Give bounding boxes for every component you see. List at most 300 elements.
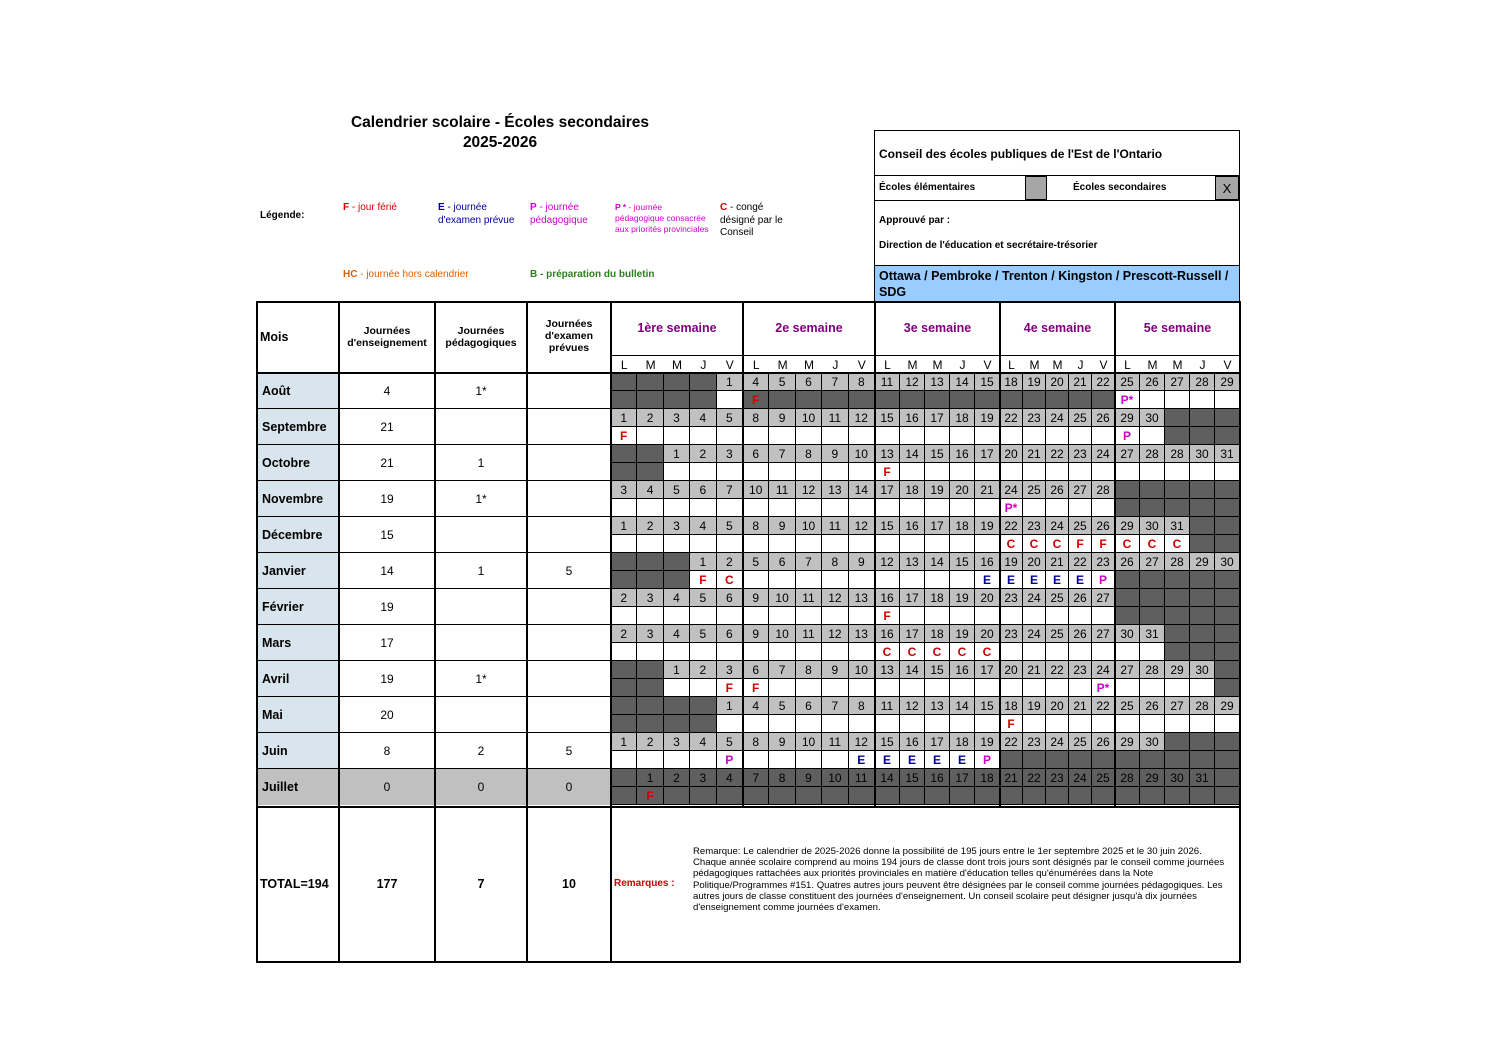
day-letter: L: [1008, 358, 1015, 372]
day-number-cell: 28: [1165, 553, 1190, 571]
day-code-cell: [796, 391, 822, 409]
day-code-cell: [1215, 607, 1240, 625]
day-number-cell: 13: [925, 373, 950, 391]
day-number-cell: 26: [1092, 409, 1115, 427]
day-number-cell: 6: [690, 481, 716, 499]
day-code-cell: [1046, 463, 1069, 481]
day-number-cell: 6: [769, 553, 795, 571]
day-code-cell: [822, 427, 848, 445]
day-code-cell: [1092, 643, 1115, 661]
day-letter: M: [907, 358, 918, 372]
divider: [611, 552, 1240, 553]
day-code-cell: [875, 787, 900, 805]
day-code-cell: [849, 787, 875, 805]
day-number-cell: 27: [1165, 697, 1190, 715]
day-number-cell: 3: [637, 625, 663, 643]
day-code-cell: C: [1046, 535, 1069, 553]
elementary-label: Écoles élémentaires: [879, 182, 976, 193]
exam-days: [529, 589, 609, 625]
day-code-cell: [1215, 535, 1240, 553]
day-number-cell: 19: [975, 733, 1000, 751]
day-code-cell: [1190, 679, 1215, 697]
exam-days: 0: [565, 780, 573, 794]
day-code-cell: [1215, 427, 1240, 445]
day-code-cell: [637, 427, 663, 445]
day-number-cell: 14: [950, 373, 975, 391]
legend-item-f: F - jour férié: [343, 202, 397, 213]
divider: [611, 660, 1240, 661]
day-code-cell: C: [1140, 535, 1165, 553]
day-code-cell: [769, 643, 795, 661]
teaching-days: 14: [380, 564, 394, 578]
day-code-cell: [769, 391, 795, 409]
day-code-cell: [743, 427, 769, 445]
day-code-cell: [637, 607, 663, 625]
day-number-cell: 12: [822, 589, 848, 607]
day-code-cell: [717, 391, 743, 409]
exam-days: [529, 517, 609, 553]
day-number-cell: [611, 445, 637, 463]
day-number-cell: 15: [875, 409, 900, 427]
divider: [256, 768, 611, 769]
day-code-cell: [875, 571, 900, 589]
day-code-cell: [900, 607, 925, 625]
pedagogical-days: 1: [477, 456, 485, 470]
day-number-cell: [1215, 625, 1240, 643]
day-code-cell: [743, 607, 769, 625]
day-number-cell: 16: [925, 769, 950, 787]
day-code-cell: [1140, 499, 1165, 517]
day-number-cell: 8: [822, 553, 848, 571]
day-number-cell: 11: [822, 517, 848, 535]
day-code-cell: [975, 463, 1000, 481]
day-number-cell: 29: [1140, 769, 1165, 787]
divider: [526, 301, 528, 962]
day-number-cell: 12: [900, 697, 925, 715]
day-number-cell: [611, 697, 637, 715]
divider: [256, 588, 611, 589]
day-number-cell: 23: [1000, 625, 1023, 643]
day-number-cell: 17: [925, 733, 950, 751]
day-code-cell: [950, 463, 975, 481]
day-number-cell: 4: [690, 733, 716, 751]
day-number-cell: 6: [796, 373, 822, 391]
day-number-cell: 15: [950, 553, 975, 571]
divider: [338, 301, 340, 962]
day-number-cell: 3: [664, 733, 690, 751]
day-code-cell: [822, 607, 848, 625]
day-letter: M: [645, 358, 656, 372]
day-number-cell: 20: [1046, 373, 1069, 391]
pedagogical-days: 1*: [475, 492, 487, 506]
divider: [611, 480, 1240, 481]
day-number-cell: [637, 553, 663, 571]
day-number-cell: 11: [822, 733, 848, 751]
pedagogical-days: 1*: [475, 672, 487, 686]
day-code-cell: [664, 499, 690, 517]
day-code-cell: [611, 751, 637, 769]
day-code-cell: [1215, 463, 1240, 481]
day-number-cell: 26: [1092, 733, 1115, 751]
exam-days: [529, 697, 609, 733]
title-line-2: 2025-2026: [462, 134, 538, 151]
day-number-cell: 4: [690, 409, 716, 427]
day-number-cell: 1: [637, 769, 663, 787]
day-number-cell: [1190, 589, 1215, 607]
day-letter: M: [671, 358, 682, 372]
day-number-cell: [1190, 481, 1215, 499]
day-number-cell: 27: [1165, 373, 1190, 391]
day-code-cell: [1215, 751, 1240, 769]
day-number-cell: 4: [664, 589, 690, 607]
day-code-cell: [1190, 751, 1215, 769]
day-number-cell: [1140, 481, 1165, 499]
day-code-cell: C: [1023, 535, 1046, 553]
day-number-cell: 13: [875, 445, 900, 463]
day-code-cell: [1140, 463, 1165, 481]
day-number-cell: 30: [1140, 517, 1165, 535]
day-code-cell: [769, 463, 795, 481]
day-code-cell: F: [875, 463, 900, 481]
teaching-days: 15: [380, 528, 394, 542]
day-code-cell: [975, 427, 1000, 445]
day-number-cell: [1190, 625, 1215, 643]
day-code-cell: F: [875, 607, 900, 625]
header-month: Mois: [260, 330, 289, 344]
day-code-cell: [637, 499, 663, 517]
day-number-cell: 15: [975, 697, 1000, 715]
day-number-cell: 27: [1115, 445, 1140, 463]
day-code-cell: [975, 679, 1000, 697]
divider: [611, 624, 1240, 625]
day-code-cell: [1069, 643, 1092, 661]
day-code-cell: [611, 643, 637, 661]
day-code-cell: [849, 679, 875, 697]
secondary-checkbox: X: [1215, 176, 1239, 200]
total-pedagogical: 7: [477, 877, 485, 891]
day-letter: V: [857, 358, 866, 372]
day-number-cell: 19: [950, 589, 975, 607]
day-number-cell: [637, 445, 663, 463]
day-number-cell: 23: [1069, 661, 1092, 679]
day-code-cell: [1069, 679, 1092, 697]
day-code-cell: [1115, 499, 1140, 517]
day-code-cell: [925, 463, 950, 481]
day-code-cell: [690, 391, 716, 409]
day-number-cell: 28: [1190, 373, 1215, 391]
day-number-cell: 18: [950, 733, 975, 751]
day-letter: M: [1029, 358, 1040, 372]
day-number-cell: 6: [743, 661, 769, 679]
day-code-cell: [1046, 391, 1069, 409]
day-code-cell: [1023, 607, 1046, 625]
divider: [256, 806, 1240, 808]
day-code-cell: [1140, 679, 1165, 697]
day-number-cell: 3: [717, 661, 743, 679]
day-number-cell: [1165, 625, 1190, 643]
day-number-cell: 25: [1115, 373, 1140, 391]
total-teaching: 177: [376, 877, 398, 891]
day-code-cell: E: [1023, 571, 1046, 589]
day-number-cell: 13: [875, 661, 900, 679]
day-letter: J: [959, 358, 966, 372]
day-number-cell: [1165, 481, 1190, 499]
day-code-cell: P*: [1000, 499, 1023, 517]
day-number-cell: [1190, 409, 1215, 427]
day-number-cell: 2: [637, 517, 663, 535]
day-number-cell: 30: [1140, 733, 1165, 751]
teaching-days: 19: [380, 672, 394, 686]
day-letter: M: [777, 358, 788, 372]
day-number-cell: 14: [950, 697, 975, 715]
divider: [610, 301, 612, 962]
day-code-cell: [664, 427, 690, 445]
day-number-cell: 14: [900, 661, 925, 679]
day-number-cell: 14: [900, 445, 925, 463]
day-number-cell: 21: [1069, 697, 1092, 715]
day-code-cell: [822, 679, 848, 697]
day-code-cell: [611, 463, 637, 481]
day-number-cell: 15: [900, 769, 925, 787]
day-number-cell: 3: [637, 589, 663, 607]
day-code-cell: [1215, 571, 1240, 589]
exam-days: [529, 409, 609, 445]
day-number-cell: 12: [849, 409, 875, 427]
day-code-cell: [743, 571, 769, 589]
day-number-cell: 19: [1023, 697, 1046, 715]
day-code-cell: [664, 787, 690, 805]
day-code-cell: E: [900, 751, 925, 769]
day-number-cell: 28: [1165, 445, 1190, 463]
day-code-cell: [925, 391, 950, 409]
day-number-cell: 9: [796, 769, 822, 787]
day-code-cell: [1023, 463, 1046, 481]
day-code-cell: [1140, 391, 1165, 409]
day-number-cell: 17: [975, 661, 1000, 679]
day-number-cell: [611, 769, 637, 787]
day-number-cell: 7: [743, 769, 769, 787]
day-number-cell: 2: [637, 733, 663, 751]
day-code-cell: [637, 391, 663, 409]
day-code-cell: [950, 607, 975, 625]
day-number-cell: 16: [900, 409, 925, 427]
legend-item-c: C - congé désigné par le Conseil: [720, 202, 783, 238]
divider: [611, 444, 1240, 445]
day-code-cell: [849, 643, 875, 661]
month-label: Février: [258, 589, 339, 625]
month-label: Avril: [258, 661, 339, 697]
day-number-cell: 4: [743, 697, 769, 715]
day-number-cell: 14: [849, 481, 875, 499]
day-number-cell: 2: [690, 445, 716, 463]
divider: [611, 516, 1240, 517]
day-number-cell: [1115, 589, 1140, 607]
day-code-cell: [1046, 607, 1069, 625]
day-number-cell: 18: [950, 517, 975, 535]
day-letter: L: [1124, 358, 1131, 372]
day-code-cell: [1046, 643, 1069, 661]
day-code-cell: [796, 751, 822, 769]
day-code-cell: [796, 571, 822, 589]
day-number-cell: [1190, 733, 1215, 751]
day-number-cell: 12: [822, 625, 848, 643]
day-code-cell: [796, 607, 822, 625]
day-code-cell: [975, 787, 1000, 805]
day-code-cell: E: [1046, 571, 1069, 589]
day-number-cell: 9: [743, 625, 769, 643]
day-code-cell: [875, 427, 900, 445]
month-label: Décembre: [258, 517, 339, 553]
day-number-cell: 5: [664, 481, 690, 499]
day-number-cell: 15: [875, 733, 900, 751]
day-number-cell: 6: [743, 445, 769, 463]
exam-days: 5: [565, 744, 573, 758]
day-number-cell: 29: [1215, 697, 1240, 715]
day-code-cell: [743, 535, 769, 553]
day-code-cell: P*: [1115, 391, 1140, 409]
day-code-cell: [950, 571, 975, 589]
day-code-cell: [769, 499, 795, 517]
day-code-cell: [925, 787, 950, 805]
day-code-cell: [1046, 787, 1069, 805]
day-code-cell: [1165, 427, 1190, 445]
day-number-cell: 9: [769, 409, 795, 427]
day-number-cell: 20: [975, 625, 1000, 643]
day-number-cell: 24: [1069, 769, 1092, 787]
day-code-cell: [975, 535, 1000, 553]
day-number-cell: 24: [1092, 661, 1115, 679]
day-code-cell: [664, 463, 690, 481]
day-code-cell: [743, 463, 769, 481]
day-code-cell: [1190, 391, 1215, 409]
day-number-cell: 30: [1165, 769, 1190, 787]
day-code-cell: [1000, 391, 1023, 409]
day-code-cell: [849, 499, 875, 517]
day-code-cell: [769, 607, 795, 625]
teaching-days: 4: [383, 384, 391, 398]
day-code-cell: [796, 499, 822, 517]
day-number-cell: 4: [637, 481, 663, 499]
pedagogical-days: 2: [477, 744, 485, 758]
day-code-cell: [1115, 787, 1140, 805]
council-name: Conseil des écoles publiques de l'Est de l'Ontario: [879, 147, 1163, 161]
day-code-cell: [1092, 463, 1115, 481]
day-number-cell: [1215, 481, 1240, 499]
day-number-cell: 16: [900, 517, 925, 535]
divider: [611, 588, 1240, 589]
day-number-cell: [637, 661, 663, 679]
day-code-cell: [690, 499, 716, 517]
pedagogical-days: [437, 409, 525, 445]
day-code-cell: [664, 715, 690, 733]
header-teaching: Journées d'enseignement: [347, 325, 427, 349]
page-title: [300, 113, 700, 153]
month-label: Août: [258, 373, 339, 409]
day-number-cell: 17: [950, 769, 975, 787]
day-code-cell: [1140, 715, 1165, 733]
day-code-cell: [1190, 643, 1215, 661]
day-code-cell: [637, 679, 663, 697]
day-code-cell: [717, 787, 743, 805]
day-code-cell: [975, 715, 1000, 733]
day-number-cell: 24: [1046, 517, 1069, 535]
day-number-cell: 12: [900, 373, 925, 391]
day-code-cell: [1190, 499, 1215, 517]
month-label: Janvier: [258, 553, 339, 589]
day-code-cell: [822, 715, 848, 733]
day-code-cell: [950, 787, 975, 805]
day-number-cell: 12: [849, 517, 875, 535]
day-number-cell: 14: [925, 553, 950, 571]
legend-label: Légende:: [260, 210, 305, 221]
day-number-cell: 18: [925, 625, 950, 643]
day-code-cell: [975, 499, 1000, 517]
day-number-cell: 1: [611, 517, 637, 535]
day-code-cell: [611, 499, 637, 517]
day-number-cell: 27: [1092, 625, 1115, 643]
day-code-cell: [769, 715, 795, 733]
day-number-cell: 8: [849, 697, 875, 715]
day-number-cell: 11: [849, 769, 875, 787]
day-code-cell: [1046, 427, 1069, 445]
day-number-cell: 16: [975, 553, 1000, 571]
day-number-cell: 6: [717, 589, 743, 607]
day-number-cell: [1115, 481, 1140, 499]
day-letter: V: [1099, 358, 1108, 372]
day-number-cell: 11: [796, 625, 822, 643]
day-code-cell: [900, 427, 925, 445]
day-number-cell: 26: [1069, 625, 1092, 643]
day-number-cell: 23: [1023, 517, 1046, 535]
day-code-cell: P*: [1092, 679, 1115, 697]
pedagogical-days: [437, 517, 525, 553]
day-code-cell: [875, 499, 900, 517]
day-code-cell: [1165, 499, 1190, 517]
day-code-cell: [690, 427, 716, 445]
pedagogical-days: 1: [477, 564, 485, 578]
day-number-cell: [637, 373, 663, 391]
day-code-cell: [1092, 751, 1115, 769]
day-number-cell: 24: [1023, 589, 1046, 607]
day-code-cell: [925, 571, 950, 589]
day-number-cell: 29: [1115, 409, 1140, 427]
day-number-cell: 27: [1115, 661, 1140, 679]
day-number-cell: 16: [950, 445, 975, 463]
day-code-cell: [1165, 751, 1190, 769]
legend-item-e: E - journée d'examen prévue: [438, 202, 515, 226]
day-code-cell: [1165, 787, 1190, 805]
day-number-cell: 31: [1190, 769, 1215, 787]
day-code-cell: P: [717, 751, 743, 769]
day-code-cell: [1069, 499, 1092, 517]
header-pedagogical: Journées pédagogiques: [445, 325, 517, 349]
day-code-cell: [900, 391, 925, 409]
day-number-cell: 5: [743, 553, 769, 571]
day-code-cell: [1115, 571, 1140, 589]
day-number-cell: 17: [925, 409, 950, 427]
day-code-cell: [950, 715, 975, 733]
day-number-cell: 2: [637, 409, 663, 427]
pedagogical-days: 1*: [475, 384, 487, 398]
day-number-cell: 16: [900, 733, 925, 751]
day-number-cell: 24: [1046, 409, 1069, 427]
day-number-cell: 30: [1190, 661, 1215, 679]
day-number-cell: 10: [769, 589, 795, 607]
day-number-cell: 13: [849, 589, 875, 607]
day-number-cell: 5: [717, 409, 743, 427]
day-code-cell: [950, 427, 975, 445]
day-code-cell: [1069, 751, 1092, 769]
